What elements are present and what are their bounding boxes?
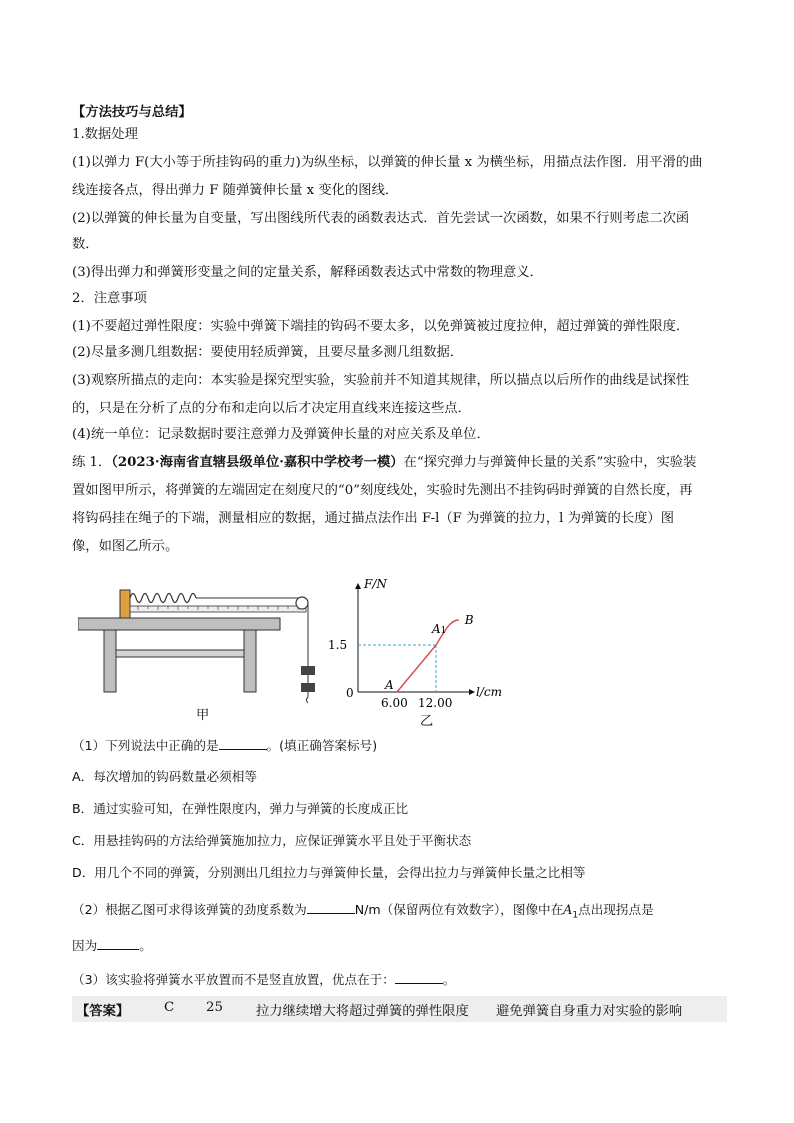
note-3-line-2: 的，只是在分析了点的分布和走向以后才决定用直线来连接这些点． (72, 401, 471, 416)
paragraph-1-line-2: 线连接各点，得出弹力 F 随弹簧伸长量 x 变化的图线． (72, 183, 399, 198)
wall-block (120, 590, 130, 618)
figure-jia-caption: 甲 (196, 708, 210, 723)
answer-blank-4[interactable] (395, 970, 443, 984)
question-3-text: （3）该实验将弹簧水平放置而不是竖直放置，优点在于： (72, 972, 395, 987)
subheading-notes: 2．注意事项 (72, 291, 147, 306)
question-2-mid: N/m（保留两位有效数字），图像中在 (354, 902, 564, 917)
question-2-line-2-text: 因为 (72, 938, 98, 953)
question-3 (72, 970, 455, 989)
data-curve (397, 620, 459, 692)
spring (130, 594, 196, 603)
question-3-suffix: 。 (442, 972, 456, 987)
f-l-chart (324, 576, 514, 730)
weight-1 (301, 666, 315, 675)
x-axis-label: l/cm (476, 685, 502, 699)
table-leg-right (244, 630, 256, 692)
paragraph-3: (3)得出弹力和弹簧形变量之间的定量关系，解释函数表达式中常数的物理意义． (72, 265, 543, 280)
answer-label: 【答案】 (76, 1004, 130, 1019)
apparatus-drawing (78, 562, 323, 722)
answer-blank-1[interactable] (219, 736, 267, 750)
exercise-line-2: 置如图甲所示，将弹簧的左端固定在刻度尺的“0”刻度线处，实验时先测出不挂钩码时弹簧的自然长度，再 (72, 483, 693, 498)
table-top (78, 618, 280, 630)
answer-bar (72, 996, 727, 1022)
origin-label: 0 (346, 686, 354, 700)
option-b: B．通过实验可知，在弹性限度内，弹力与弹簧的长度成正比 (72, 801, 409, 816)
question-1-text: （1）下列说法中正确的是 (72, 738, 219, 753)
option-d: D．用几个不同的弹簧，分别测出几组拉力与弹簧伸长量，会得出拉力与弹簧伸长量之比相等 (72, 865, 586, 880)
answer-blank-3[interactable] (97, 936, 139, 950)
exercise-line-1 (72, 454, 696, 472)
section-heading: 【方法技巧与总结】 (72, 105, 192, 120)
point-label-a1-main: A (432, 622, 441, 637)
answer-3: 拉力继续增大将超过弹簧的弹性限度 (256, 1004, 469, 1019)
table-crossbar (116, 650, 244, 657)
exercise-line-4: 像，如图乙所示。 (72, 539, 179, 554)
x-tick-label-1: 6.00 (381, 696, 408, 710)
question-2-text: （2）根据乙图可求得该弹簧的劲度系数为 (72, 902, 307, 917)
figure-yi-caption: 乙 (420, 714, 434, 729)
question-2-line-2-suffix: 。 (139, 938, 152, 953)
option-c: C．用悬挂钩码的方法给弹簧施加拉力，应保证弹簧水平且处于平衡状态 (72, 833, 472, 848)
subheading-data-processing: 1.数据处理 (72, 127, 138, 142)
exercise-source: （2023·海南省直辖县级单位·嘉积中学校考一模） (111, 455, 404, 470)
question-2-point-sub: 1 (572, 910, 579, 921)
exercise-prefix: 练 1． (72, 455, 112, 470)
x-tick-label-2: 12.00 (418, 696, 453, 710)
answer-2: 25 (206, 1000, 223, 1015)
answer-4: 避免弹簧自身重力对实验的影响 (496, 1004, 683, 1019)
question-2-line-2 (72, 936, 152, 955)
note-3-line-1: (3)观察所描点的走向：本实验是探究型实验，实验前并不知道其规律，所以描点以后所作的曲线是试探性 (72, 373, 690, 388)
point-label-a: A (385, 678, 394, 692)
paragraph-1-line-1: (1)以弹力 F(大小等于所挂钩码的重力)为纵坐标，以弹簧的伸长量 x 为横坐标，用描点法作图．用平滑的曲 (72, 155, 703, 170)
point-label-b: B (464, 613, 474, 628)
point-label-a1-sub: 1 (440, 626, 447, 637)
hook (307, 692, 309, 703)
exercise-line-1-text: 在“探究弹力与弹簧伸长量的关系”实验中，实验装 (403, 455, 697, 470)
option-a: A．每次增加的钩码数量必须相等 (72, 769, 257, 784)
y-tick-label: 1.5 (328, 638, 348, 653)
figure-yi (324, 576, 514, 730)
note-4: (4)统一单位：记录数据时要注意弹力及弹簧伸长量的对应关系及单位． (72, 427, 490, 442)
note-1: (1)不要超过弹性限度：实验中弹簧下端挂的钩码不要太多，以免弹簧被过度拉伸，超过弹簧的弹性限度． (72, 319, 690, 334)
exercise-line-3: 将钩码挂在绳子的下端，测量相应的数据，通过描点法作出 F-l（F 为弹簧的拉力，l 为弹簧的长度）图 (72, 511, 675, 526)
question-1-suffix: 。(填正确答案标号) (266, 738, 378, 753)
figure-jia (78, 562, 323, 722)
paragraph-2-line-2: 数． (72, 237, 99, 252)
point-label-a1 (431, 622, 446, 636)
question-1 (72, 736, 377, 755)
y-axis-label: F/N (364, 577, 387, 591)
note-2: (2)尽量多测几组数据：要使用轻质弹簧，且要尽量多测几组数据． (72, 345, 464, 360)
weight-2 (301, 683, 315, 692)
question-2-line-1 (72, 900, 654, 925)
question-2-point: A (563, 902, 573, 917)
answer-blank-2[interactable] (307, 900, 355, 914)
table-leg-left (104, 630, 116, 692)
paragraph-2-line-1: (2)以弹簧的伸长量为自变量，写出图线所代表的函数表达式．首先尝试一次函数，如果不行则考虑二次函 (72, 211, 690, 226)
pulley (296, 597, 308, 609)
question-2-post: 点出现拐点是 (578, 902, 654, 917)
answer-1: C (164, 1000, 175, 1015)
